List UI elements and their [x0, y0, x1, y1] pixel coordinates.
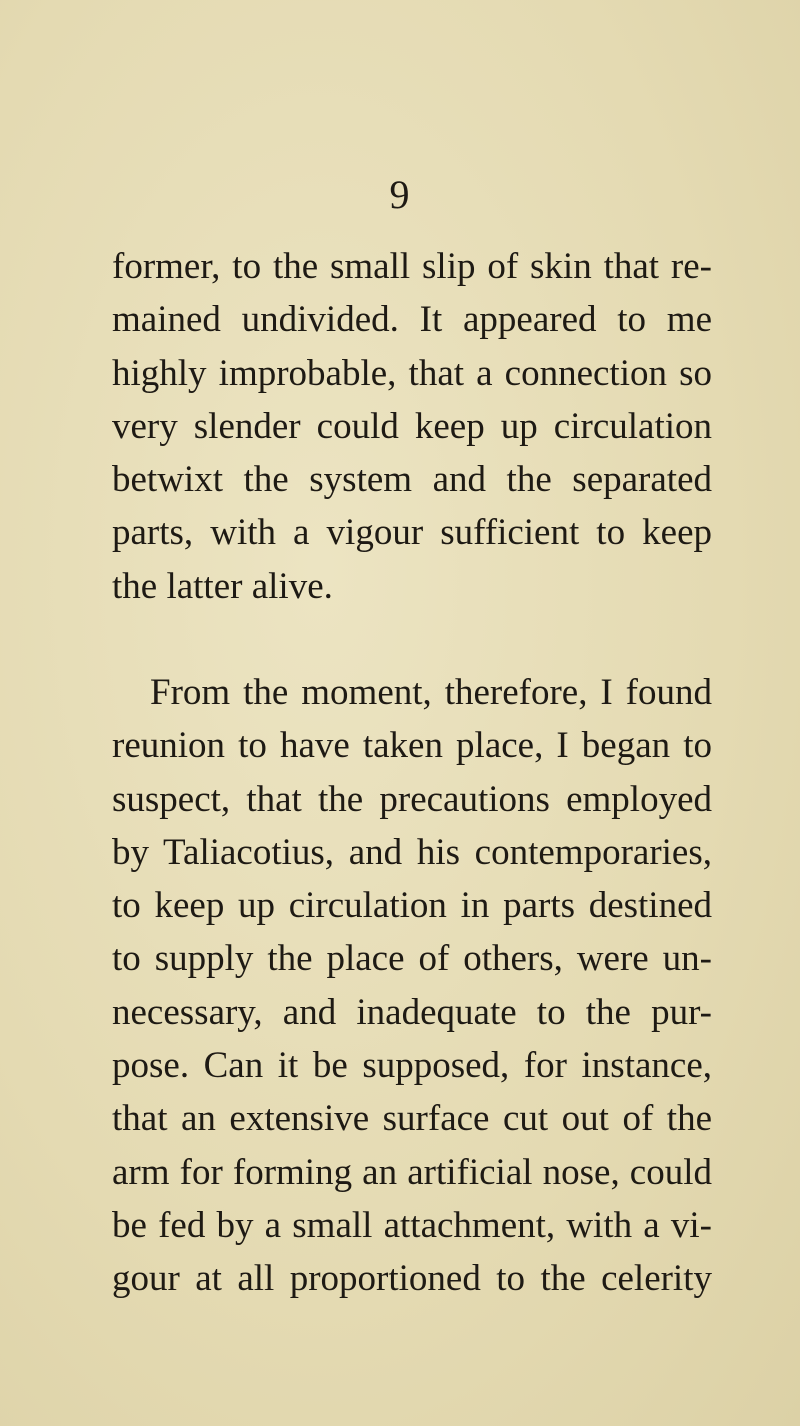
text-line: reunion to have taken place, I began to: [112, 725, 712, 767]
text-line: that an extensive surface cut out of the: [112, 1098, 712, 1140]
text-line: necessary, and inadequate to the pur-: [112, 991, 712, 1033]
text-line: be fed by a small attachment, with a vi-: [112, 1204, 712, 1246]
text-line: to keep up circulation in parts destined: [112, 885, 712, 927]
text-line: the latter alive.: [112, 565, 333, 607]
text-line: highly improbable, that a connection so: [112, 352, 712, 394]
page-number: 9: [389, 172, 411, 217]
text-line: by Taliacotius, and his contemporaries,: [112, 831, 712, 873]
text-line: suspect, that the precautions employed: [112, 778, 712, 820]
text-line: mained undivided. It appeared to me: [112, 299, 712, 341]
text-line: betwixt the system and the separated: [112, 459, 712, 501]
text-line: pose. Can it be supposed, for instance,: [112, 1045, 712, 1087]
paragraph-2: [112, 666, 712, 1306]
text-line: From the moment, therefore, I found: [150, 672, 712, 713]
paragraph-1: [112, 240, 712, 613]
text-line: gour at all proportioned to the celerity: [112, 1258, 712, 1300]
text-line: arm for forming an artificial nose, could: [112, 1151, 712, 1193]
text-line: very slender could keep up circulation: [112, 405, 712, 447]
text-line: to supply the place of others, were un-: [112, 938, 712, 980]
text-line: former, to the small slip of skin that re-: [112, 246, 712, 287]
text-line: parts, with a vigour sufficient to keep: [112, 512, 712, 554]
